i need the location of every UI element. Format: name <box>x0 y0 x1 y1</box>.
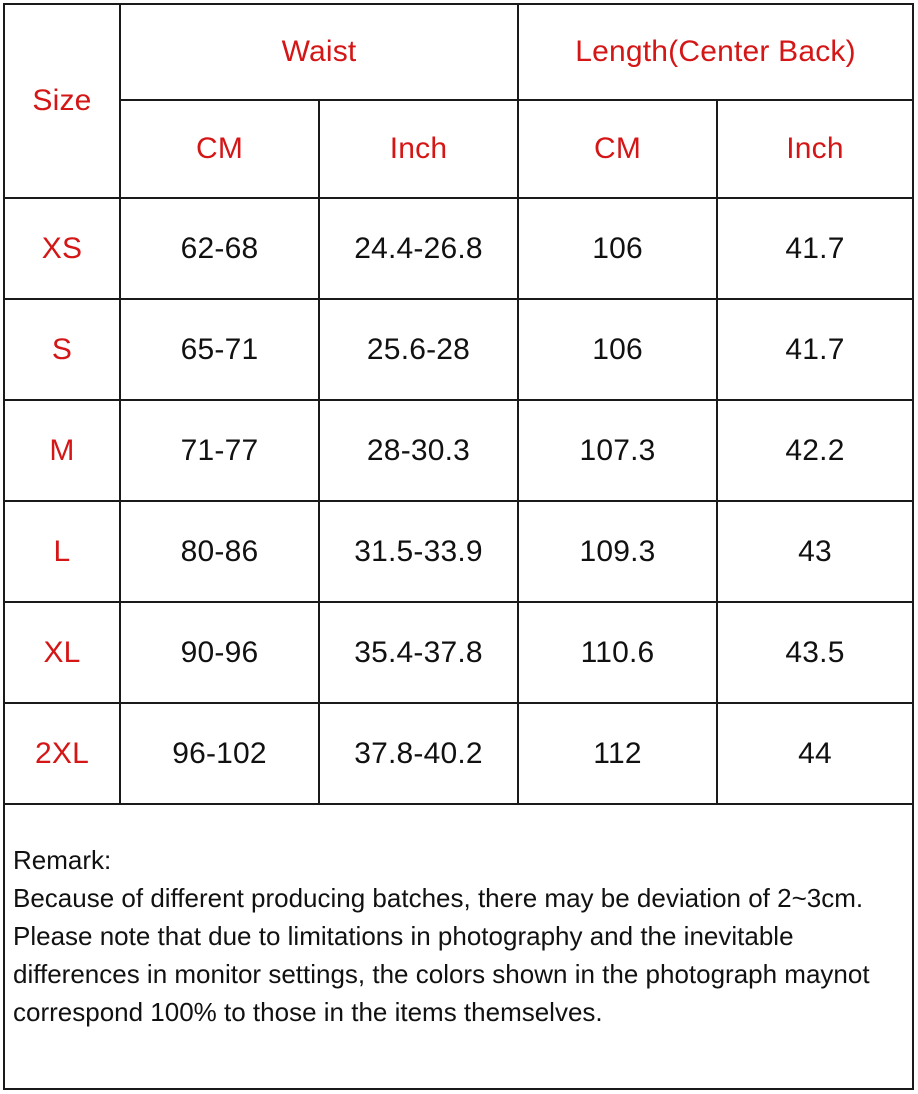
size-cell: XL <box>5 602 120 703</box>
table-row <box>5 501 912 602</box>
waist-cm-cell: 65-71 <box>120 299 319 400</box>
length-cm-cell: 106 <box>518 299 717 400</box>
waist-inch-cell: 28-30.3 <box>319 400 518 501</box>
waist-cm-cell: 62-68 <box>120 198 319 299</box>
waist-header: Waist <box>120 5 518 100</box>
table-row <box>5 299 912 400</box>
size-table <box>5 5 912 805</box>
length-inch-cell: 43 <box>717 501 912 602</box>
size-header: Size <box>5 5 120 198</box>
size-cell: S <box>5 299 120 400</box>
size-cell: M <box>5 400 120 501</box>
length-cm-cell: 107.3 <box>518 400 717 501</box>
length-cm-cell: 112 <box>518 703 717 804</box>
table-row <box>5 198 912 299</box>
length-inch-cell: 42.2 <box>717 400 912 501</box>
waist-cm-cell: 96-102 <box>120 703 319 804</box>
table-row <box>5 400 912 501</box>
header-row-units <box>5 100 912 198</box>
waist-cm-cell: 80-86 <box>120 501 319 602</box>
waist-inch-cell: 31.5-33.9 <box>319 501 518 602</box>
length-cm-cell: 109.3 <box>518 501 717 602</box>
remark-title: Remark: <box>13 845 112 875</box>
size-chart <box>3 3 914 1090</box>
waist-inch-cell: 24.4-26.8 <box>319 198 518 299</box>
waist-cm-cell: 90-96 <box>120 602 319 703</box>
length-cm-cell: 106 <box>518 198 717 299</box>
size-cell: L <box>5 501 120 602</box>
waist-inch-cell: 25.6-28 <box>319 299 518 400</box>
remark-section <box>13 841 906 1031</box>
table-row <box>5 703 912 804</box>
waist-inch-cell: 37.8-40.2 <box>319 703 518 804</box>
remark-color-note: Please note that due to limitations in photography and the inevitable differences in monitor settings, the colors shown in the photograph maynot correspond 100% to those in the items themselves. <box>13 921 870 1027</box>
remark-batch-note: Because of different producing batches, there may be deviation of 2~3cm. <box>13 883 864 913</box>
unit-header-length-inch: Inch <box>717 100 912 198</box>
unit-header-waist-inch: Inch <box>319 100 518 198</box>
length-inch-cell: 41.7 <box>717 198 912 299</box>
waist-cm-cell: 71-77 <box>120 400 319 501</box>
length-header: Length(Center Back) <box>518 5 912 100</box>
length-inch-cell: 41.7 <box>717 299 912 400</box>
size-cell: 2XL <box>5 703 120 804</box>
length-inch-cell: 44 <box>717 703 912 804</box>
unit-header-waist-cm: CM <box>120 100 319 198</box>
waist-inch-cell: 35.4-37.8 <box>319 602 518 703</box>
unit-header-length-cm: CM <box>518 100 717 198</box>
length-cm-cell: 110.6 <box>518 602 717 703</box>
header-row-groups <box>5 5 912 100</box>
length-inch-cell: 43.5 <box>717 602 912 703</box>
table-row <box>5 602 912 703</box>
size-cell: XS <box>5 198 120 299</box>
